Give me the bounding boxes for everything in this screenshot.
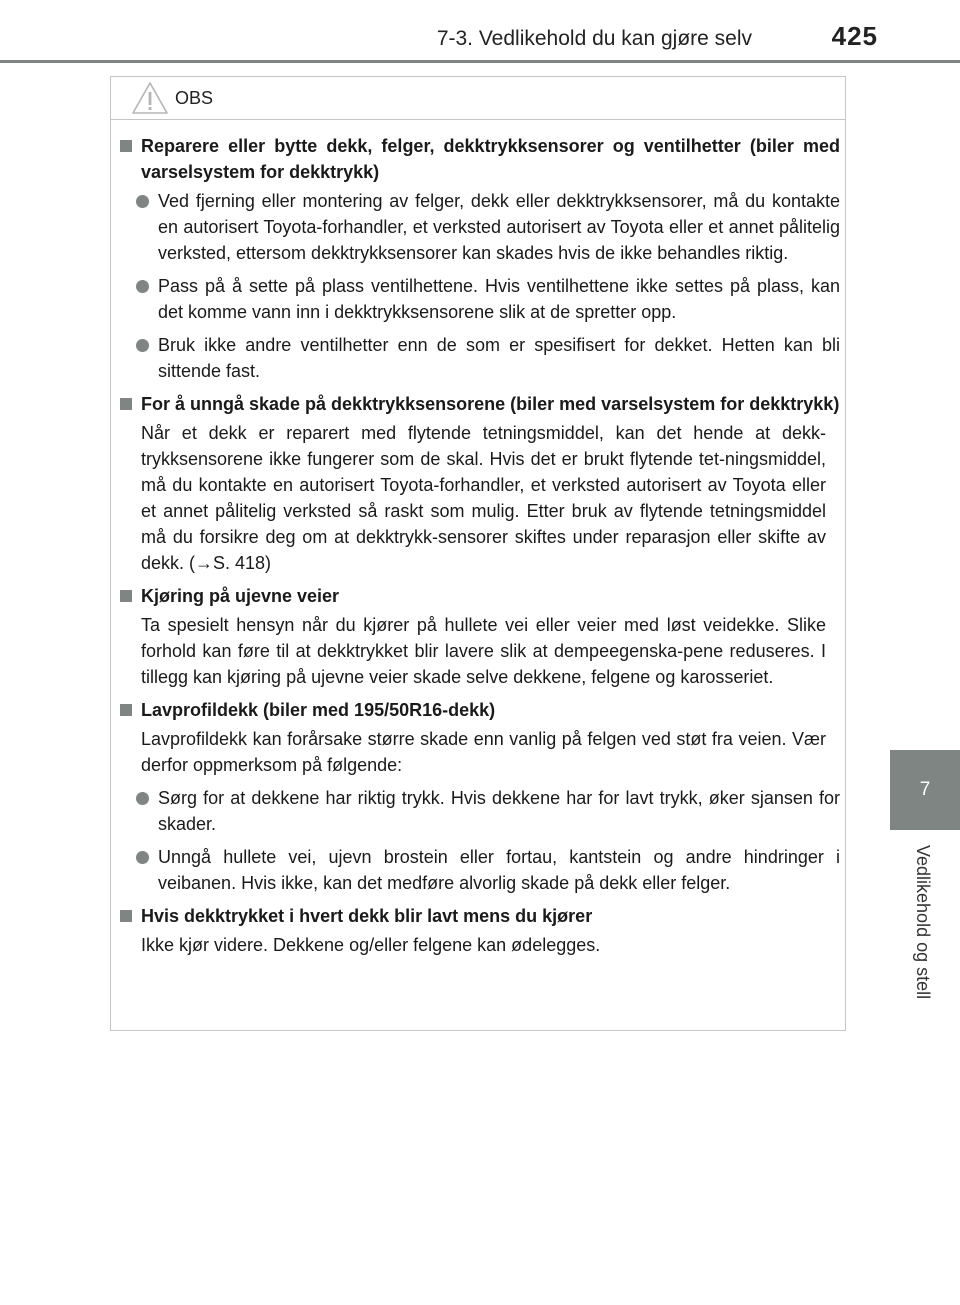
round-bullet-icon: [136, 280, 149, 293]
section-paragraph: Ta spesielt hensyn når du kjører på hullete vei eller veier med løst veidekke. Slike forhold kan føre til at dekktrykket blir lavere slik at dempeegenska-pene reduseres. I tillegg kan kjøring på ujevne veier skade selve dekkene, felgene og karosseriet.: [141, 615, 826, 687]
round-bullet-icon: [136, 339, 149, 352]
notice-header: [111, 77, 845, 120]
warning-triangle-icon: [131, 81, 169, 115]
notice-label: OBS: [175, 87, 214, 108]
round-bullet-icon: [136, 195, 149, 208]
chapter-tab: [890, 750, 960, 830]
section-paragraph: Når et dekk er reparert med flytende tetningsmiddel, kan det hende at dekk-trykksensorene ikke fungerer som de skal. Hvis det er brukt flytende tet-ningsmiddel, må du kontakte en autorisert Toyota-forhandler, et verksted autorisert av Toyota eller et annet pålitelig verksted så raskt som mulig. Etter bruk av flytende tetningsmiddel må du forsikre deg om at dekktrykk-sensorer skiftes under reparasjon eller skifte av dekk. (→S. 418): [141, 423, 826, 573]
round-bullet-icon: [136, 792, 149, 805]
round-bullet-icon: [136, 851, 149, 864]
notice-content: [118, 133, 840, 965]
square-bullet-icon: [120, 910, 132, 922]
chapter-label: Vedlikehold og stell: [913, 845, 933, 1000]
square-bullet-icon: [120, 140, 132, 152]
chapter-number: 7: [919, 779, 931, 800]
bullet-item: Bruk ikke andre ventilhetter enn de som er spesifisert for dekket. Hetten kan bli sittende fast.: [118, 332, 840, 384]
header-section-title: 7-3. Vedlikehold du kan gjøre selv: [436, 27, 752, 50]
section-title: Reparere eller bytte dekk, felger, dekktrykksensorer og ventilhetter (biler med varselsystem for dekktrykk): [118, 133, 840, 185]
square-bullet-icon: [120, 398, 132, 410]
section-title: Lavprofildekk (biler med 195/50R16-dekk): [118, 697, 840, 723]
section-title: Kjøring på ujevne veier: [118, 583, 840, 609]
page-number: 425: [831, 21, 878, 51]
square-bullet-icon: [120, 590, 132, 602]
bullet-item: Ved fjerning eller montering av felger, dekk eller dekktrykksensorer, må du kontakte en autorisert Toyota-forhandler, et verksted autorisert av Toyota eller et annet pålitelig verksted, ettersom dekktrykksensorer kan skades hvis de ikke behandles riktig.: [118, 188, 840, 266]
section-paragraph: Ikke kjør videre. Dekkene og/eller felgene kan ødelegges.: [141, 935, 601, 955]
notice-box: [110, 76, 846, 1031]
square-bullet-icon: [120, 704, 132, 716]
section-title: For å unngå skade på dekktrykksensorene (biler med varselsystem for dekktrykk): [118, 391, 840, 417]
section-paragraph: Lavprofildekk kan forårsake større skade enn vanlig på felgen ved støt fra veien. Vær derfor oppmerksom på følgende:: [141, 729, 826, 775]
bullet-item: Unngå hullete vei, ujevn brostein eller fortau, kantstein og andre hindringer i veibanen. Hvis ikke, kan det medføre alvorlig skade på dekk eller felger.: [118, 844, 840, 896]
bullet-item: Pass på å sette på plass ventilhettene. Hvis ventilhettene ikke settes på plass, kan det komme vann inn i dekktrykksensorene slik at de spretter opp.: [118, 273, 840, 325]
header-rule: [0, 60, 960, 63]
section-title: Hvis dekktrykket i hvert dekk blir lavt mens du kjører: [118, 903, 840, 929]
bullet-item: Sørg for at dekkene har riktig trykk. Hvis dekkene har for lavt trykk, øker sjansen for skader.: [118, 785, 840, 837]
